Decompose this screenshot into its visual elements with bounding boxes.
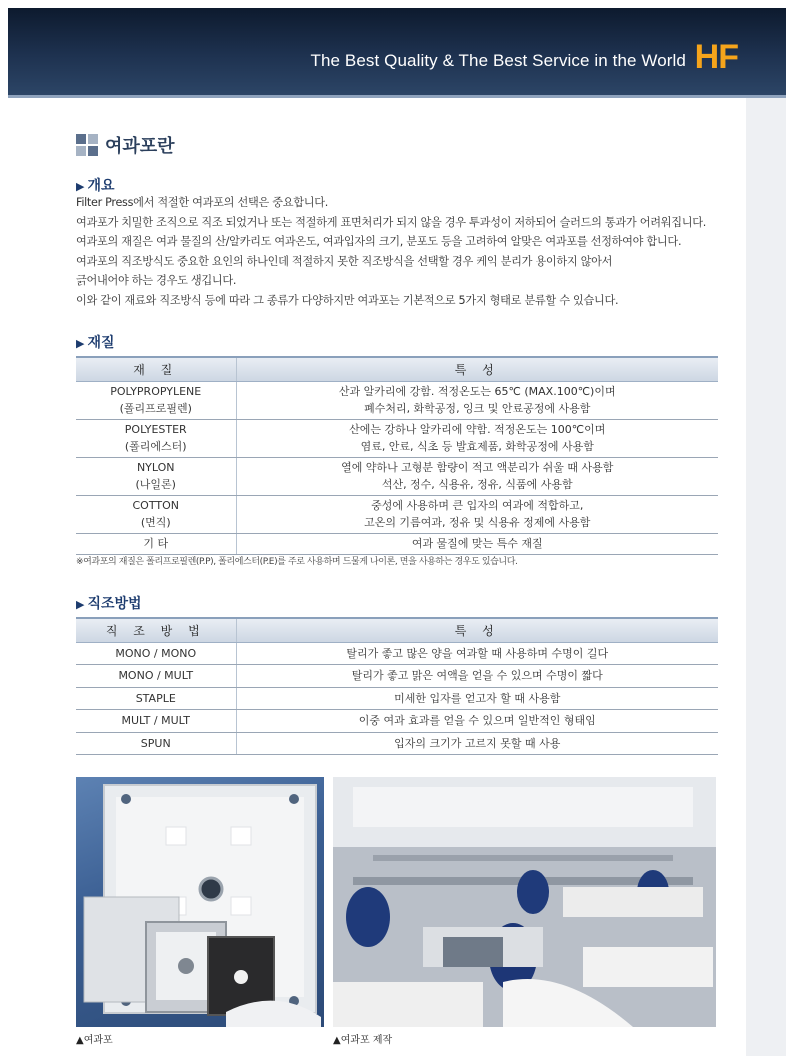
material-desc: 고온의 기름여과, 정유 및 식용유 정제에 사용함 (364, 516, 591, 529)
weave-desc: 미세한 입자를 얻고자 할 때 사용함 (236, 687, 718, 710)
material-desc: 염료, 안료, 식초 등 발효제품, 화학공정에 사용함 (360, 440, 594, 453)
material-kor: (폴리에스터) (124, 440, 187, 453)
filter-cloth-production-photo (333, 777, 716, 1027)
materials-table (76, 356, 718, 555)
table-row (76, 533, 718, 554)
filter-cloth-illustration (76, 777, 324, 1027)
triangle-right-icon: ▶ (76, 180, 85, 193)
grid-squares-icon (76, 134, 98, 156)
material-desc: 여과 물질에 맞는 특수 재질 (411, 537, 543, 550)
table-row (76, 419, 718, 457)
material-desc: 산과 알카리에 강함. 적정온도는 65℃ (MAX.100℃)이며 (338, 385, 616, 398)
hf-logo: HF (694, 38, 738, 76)
table-row (76, 457, 718, 495)
weave-desc: 탈리가 좋고 많은 양을 여과할 때 사용하며 수명이 길다 (236, 642, 718, 665)
photo-caption-production: ▲여과포 제작 (333, 1035, 393, 1046)
overview-line: 긁어내어야 하는 경우도 생깁니다. (76, 274, 237, 288)
material-kor: (나일론) (135, 478, 176, 491)
table-row (76, 495, 718, 533)
material-name: POLYPROPYLENE (110, 385, 202, 398)
material-kor: (폴리프로필렌) (119, 402, 192, 415)
overview-text (76, 193, 741, 311)
table-row (76, 665, 718, 688)
header-banner (8, 8, 786, 98)
header-tagline: The Best Quality & The Best Service in the World (310, 51, 686, 70)
col-header-method: 직 조 방 법 (76, 618, 236, 642)
factory-illustration (333, 777, 716, 1027)
table-row (76, 710, 718, 733)
weaving-table (76, 617, 718, 755)
material-desc: 중성에 사용하며 큰 입자의 여과에 적합하고, (371, 499, 584, 512)
table-row (76, 732, 718, 755)
overview-heading: ▶ 개요 (76, 178, 115, 194)
weave-desc: 입자의 크기가 고르지 못할 때 사용 (236, 732, 718, 755)
weave-name: MONO / MONO (76, 642, 236, 665)
col-header-feature: 특 성 (236, 618, 718, 642)
materials-heading: ▶ 재질 (76, 335, 115, 351)
material-name: COTTON (132, 499, 179, 512)
weave-desc: 탈리가 좋고 맑은 여액을 얻을 수 있으며 수명이 짧다 (236, 665, 718, 688)
table-row (76, 642, 718, 665)
weave-name: STAPLE (76, 687, 236, 710)
weave-name: SPUN (76, 732, 236, 755)
material-desc: 열에 약하나 고형분 함량이 적고 액분리가 쉬울 때 사용함 (341, 461, 614, 474)
photo-caption-filter-cloth: ▲여과포 (76, 1035, 113, 1046)
overview-line: 여과포의 직조방식도 중요한 요인의 하나인데 적절하지 못한 직조방식을 선택할 경우 케익 분리가 용이하지 않아서 (76, 254, 613, 268)
page-title (76, 132, 175, 158)
material-desc: 석산, 정수, 식용유, 정유, 식품에 사용함 (381, 478, 573, 491)
material-name: NYLON (136, 461, 175, 474)
material-name: POLYESTER (124, 423, 187, 436)
filter-cloth-photo (76, 777, 324, 1027)
weaving-heading: ▶ 직조방법 (76, 596, 142, 612)
material-name: 기 타 (143, 537, 169, 550)
weave-name: MULT / MULT (76, 710, 236, 733)
materials-footnote: ※여과포의 재질은 폴리프로필렌(P.P), 폴리에스터(P.E)를 주로 사용하며 드물게 나이론, 면을 사용하는 경우도 있습니다. (76, 557, 518, 567)
material-kor: (면직) (140, 516, 171, 529)
table-header-row (76, 618, 718, 642)
overview-line: 이와 같이 재료와 직조방식 등에 따라 그 종류가 다양하지만 여과포는 기본적으로 5가지 형태로 분류할 수 있습니다. (76, 293, 619, 307)
overview-line: Filter Press에서 적절한 여과포의 선택은 중요합니다. (76, 196, 329, 209)
col-header-feature: 특 성 (236, 357, 718, 381)
weave-name: MONO / MULT (76, 665, 236, 688)
right-decorative-stripe (746, 98, 786, 1056)
material-desc: 산에는 강하나 알카리에 약함. 적정온도는 100℃이며 (349, 423, 606, 436)
page-title-text: 여과포란 (105, 136, 175, 157)
table-header-row (76, 357, 718, 381)
table-row (76, 687, 718, 710)
overview-line: 여과포의 재질은 여과 물질의 산/알카리도 여과온도, 여과입자의 크기, 분포도 등을 고려하여 알맞은 여과포를 선정하여야 합니다. (76, 235, 682, 249)
triangle-right-icon: ▶ (76, 598, 85, 611)
triangle-right-icon: ▶ (76, 337, 85, 350)
overview-line: 여과포가 치밀한 조직으로 직조 되었거나 또는 적절하게 표면처리가 되지 않을 경우 투과성이 저하되어 슬러드의 통과가 어려워집니다. (76, 215, 706, 229)
col-header-material: 재 질 (76, 357, 236, 381)
material-desc: 폐수처리, 화학공정, 잉크 및 안료공정에 사용함 (364, 402, 591, 415)
weave-desc: 이중 여과 효과를 얻을 수 있으며 일반적인 형태임 (236, 710, 718, 733)
table-row (76, 381, 718, 419)
